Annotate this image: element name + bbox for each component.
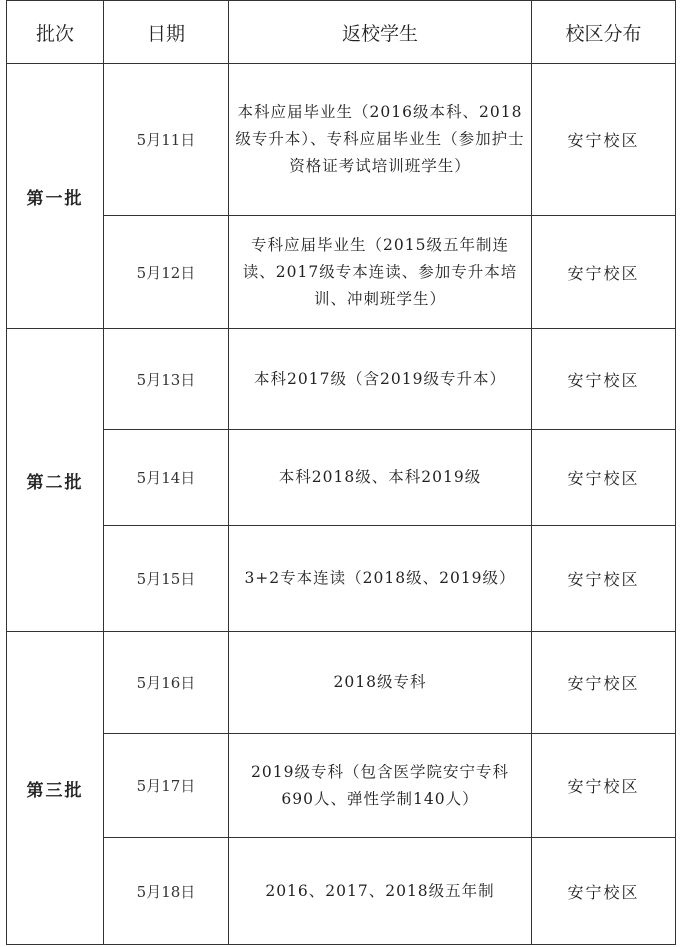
students-cell: 本科2017级（含2019级专升本） bbox=[229, 329, 532, 430]
header-row bbox=[7, 1, 676, 64]
date-cell: 5月18日 bbox=[104, 838, 229, 945]
date-cell: 5月13日 bbox=[104, 329, 229, 430]
table-row bbox=[7, 216, 676, 329]
campus-cell: 安宁校区 bbox=[532, 526, 676, 632]
students-cell: 2019级专科（包含医学院安宁专科690人、弹性学制140人） bbox=[229, 734, 532, 838]
students-cell: 2018级专科 bbox=[229, 632, 532, 734]
table-row bbox=[7, 838, 676, 945]
table-row bbox=[7, 64, 676, 216]
date-cell: 5月14日 bbox=[104, 430, 229, 526]
table-row bbox=[7, 329, 676, 430]
campus-cell: 安宁校区 bbox=[532, 430, 676, 526]
table-row bbox=[7, 526, 676, 632]
date-cell: 5月17日 bbox=[104, 734, 229, 838]
campus-cell: 安宁校区 bbox=[532, 838, 676, 945]
table-row bbox=[7, 430, 676, 526]
students-cell: 专科应届毕业生（2015级五年制连读、2017级专本连读、参加专升本培训、冲刺班学生） bbox=[229, 216, 532, 329]
batch-label: 第三批 bbox=[7, 632, 104, 945]
campus-cell: 安宁校区 bbox=[532, 64, 676, 216]
header-students: 返校学生 bbox=[229, 1, 532, 64]
header-date: 日期 bbox=[104, 1, 229, 64]
batch-label: 第一批 bbox=[7, 64, 104, 329]
header-batch: 批次 bbox=[7, 1, 104, 64]
batch-label: 第二批 bbox=[7, 329, 104, 632]
students-cell: 本科应届毕业生（2016级本科、2018级专升本）、专科应届毕业生（参加护士资格证考试培训班学生） bbox=[229, 64, 532, 216]
table-row bbox=[7, 632, 676, 734]
campus-cell: 安宁校区 bbox=[532, 632, 676, 734]
date-cell: 5月16日 bbox=[104, 632, 229, 734]
students-cell: 本科2018级、本科2019级 bbox=[229, 430, 532, 526]
header-campus: 校区分布 bbox=[532, 1, 676, 64]
students-cell: 2016、2017、2018级五年制 bbox=[229, 838, 532, 945]
students-cell: 3+2专本连读（2018级、2019级） bbox=[229, 526, 532, 632]
table-row bbox=[7, 734, 676, 838]
campus-cell: 安宁校区 bbox=[532, 216, 676, 329]
campus-cell: 安宁校区 bbox=[532, 734, 676, 838]
date-cell: 5月15日 bbox=[104, 526, 229, 632]
date-cell: 5月11日 bbox=[104, 64, 229, 216]
return-schedule-table bbox=[6, 0, 676, 945]
date-cell: 5月12日 bbox=[104, 216, 229, 329]
campus-cell: 安宁校区 bbox=[532, 329, 676, 430]
